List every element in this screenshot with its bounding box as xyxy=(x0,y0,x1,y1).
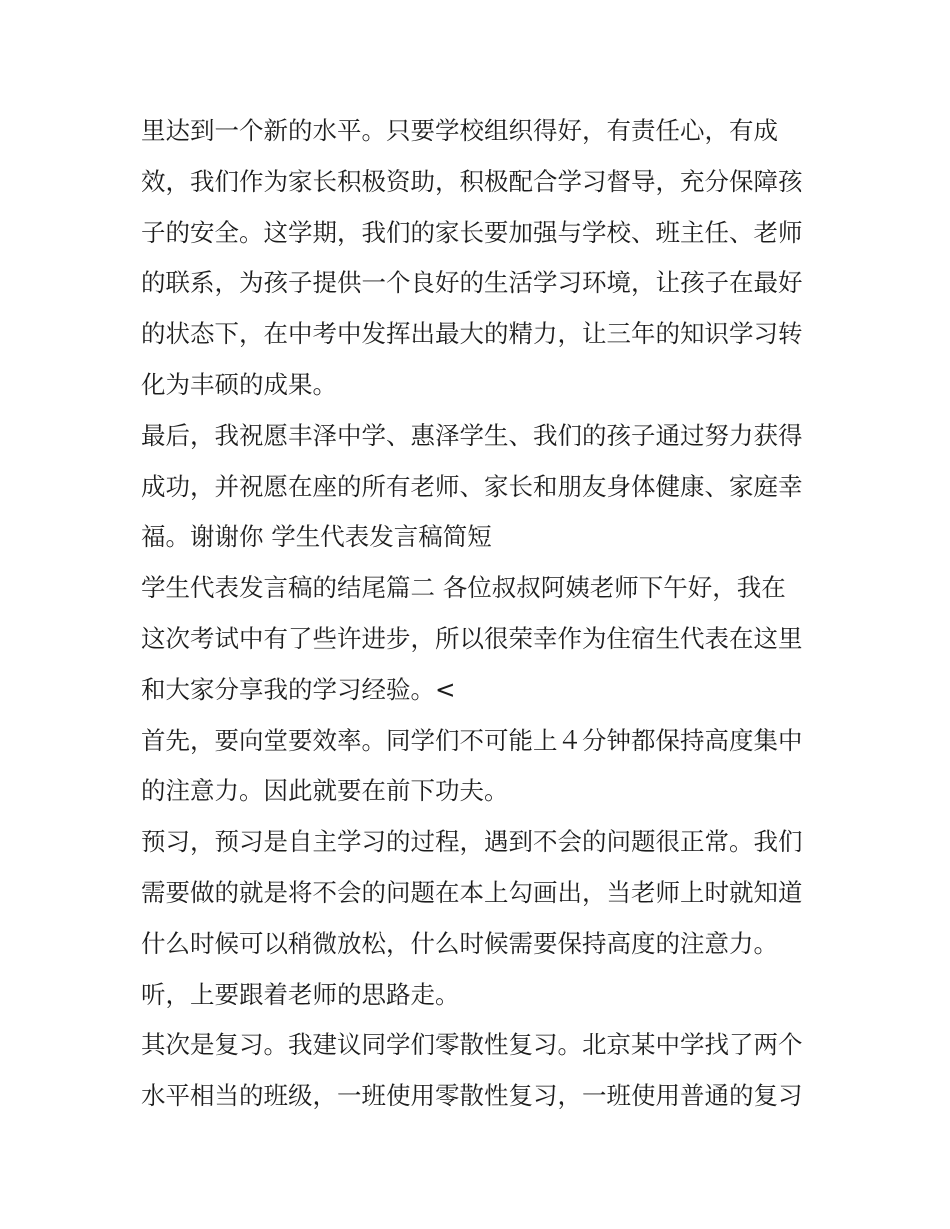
text-line: 的注意力。因此就要在前下功夫。 xyxy=(141,776,509,806)
text-line: 化为丰硕的成果。 xyxy=(141,369,337,399)
text-line: 的联系，为孩子提供一个良好的生活学习环境，让孩子在最好 xyxy=(141,268,803,298)
text-line: 效，我们作为家长积极资助，积极配合学习督导，充分保障孩 xyxy=(141,166,803,196)
text-line: 听，上要跟着老师的思路走。 xyxy=(141,979,460,1009)
text-line: 最后，我祝愿丰泽中学、惠泽学生、我们的孩子通过努力获得 xyxy=(141,420,803,450)
text-line: 首先，要向堂要效率。同学们不可能上４分钟都保持高度集中 xyxy=(141,725,803,755)
text-line: 的状态下，在中考中发挥出最大的精力，让三年的知识学习转 xyxy=(141,319,803,349)
text-line: 成功，并祝愿在座的所有老师、家长和朋友身体健康、家庭幸 xyxy=(141,471,803,501)
text-line: 需要做的就是将不会的问题在本上勾画出，当老师上时就知道 xyxy=(141,877,803,907)
document-body xyxy=(141,106,821,1122)
text-line: 预习，预习是自主学习的过程，遇到不会的问题很正常。我们 xyxy=(141,827,803,857)
text-line: 学生代表发言稿的结尾篇二 各位叔叔阿姨老师下午好，我在 xyxy=(141,573,786,603)
text-line: 其次是复习。我建议同学们零散性复习。北京某中学找了两个 xyxy=(141,1030,803,1060)
text-line: 什么时候可以稍微放松，什么时候需要保持高度的注意力。 xyxy=(141,928,778,958)
text-line: 这次考试中有了些许进步，所以很荣幸作为住宿生代表在这里 xyxy=(141,623,803,653)
text-line: 和大家分享我的学习经验。< xyxy=(141,674,456,704)
text-line: 里达到一个新的水平。只要学校组织得好，有责任心，有成 xyxy=(141,116,778,145)
text-line: 福。谢谢你 学生代表发言稿简短 xyxy=(141,522,492,552)
text-line: 子的安全。这学期，我们的家长要加强与学校、班主任、老师 xyxy=(141,217,803,247)
text-line: 水平相当的班级，一班使用零散性复习，一班使用普通的复习 xyxy=(141,1081,803,1111)
